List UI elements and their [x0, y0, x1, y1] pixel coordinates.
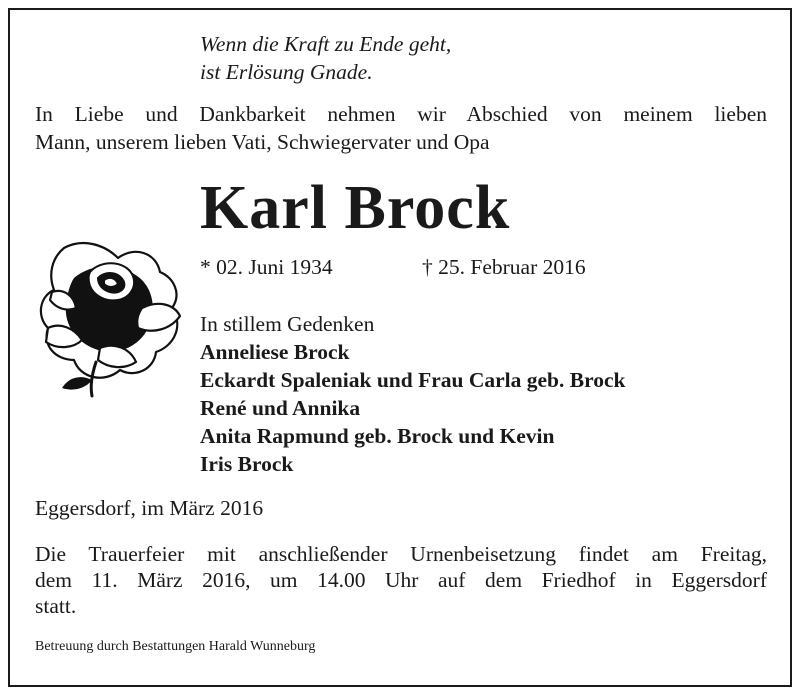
- mourners-block: [200, 310, 626, 478]
- intro-line-1: In Liebe und Dankbarkeit nehmen wir Abschied von meinem lieben: [35, 102, 767, 126]
- mourner-name: Anita Rapmund geb. Brock und Kevin: [200, 424, 555, 448]
- funeral-line-1: Die Trauerfeier mit anschließender Urnenbeisetzung findet am Freitag,: [35, 542, 767, 566]
- funeral-line-2: dem 11. März 2016, um 14.00 Uhr auf dem Friedhof in Eggersdorf: [35, 568, 767, 592]
- funeral-line-3: statt.: [35, 594, 77, 618]
- intro-text: [35, 100, 767, 156]
- undertaker-credit: Betreuung durch Bestattungen Harald Wunneburg: [35, 639, 316, 654]
- rose-icon: [34, 238, 186, 398]
- place-and-date: Eggersdorf, im März 2016: [35, 496, 264, 520]
- birth-date: * 02. Juni 1934: [200, 255, 333, 279]
- mourner-name: Anneliese Brock: [200, 340, 350, 364]
- motto-line-1: Wenn die Kraft zu Ende geht,: [200, 32, 452, 56]
- mourner-name: Iris Brock: [200, 452, 294, 476]
- mourners-heading: In stillem Gedenken: [200, 312, 375, 336]
- mourners-list: [200, 338, 626, 478]
- death-date: † 25. Februar 2016: [422, 255, 586, 279]
- life-dates: [200, 253, 586, 281]
- motto-line-2: ist Erlösung Gnade.: [200, 60, 373, 84]
- motto: [200, 30, 451, 86]
- funeral-details: [35, 541, 767, 619]
- deceased-name: Karl Brock: [200, 174, 511, 242]
- mourner-name: Eckardt Spaleniak und Frau Carla geb. Brock: [200, 368, 626, 392]
- mourner-name: René und Annika: [200, 396, 361, 420]
- intro-line-2: Mann, unserem lieben Vati, Schwiegervater und Opa: [35, 130, 490, 154]
